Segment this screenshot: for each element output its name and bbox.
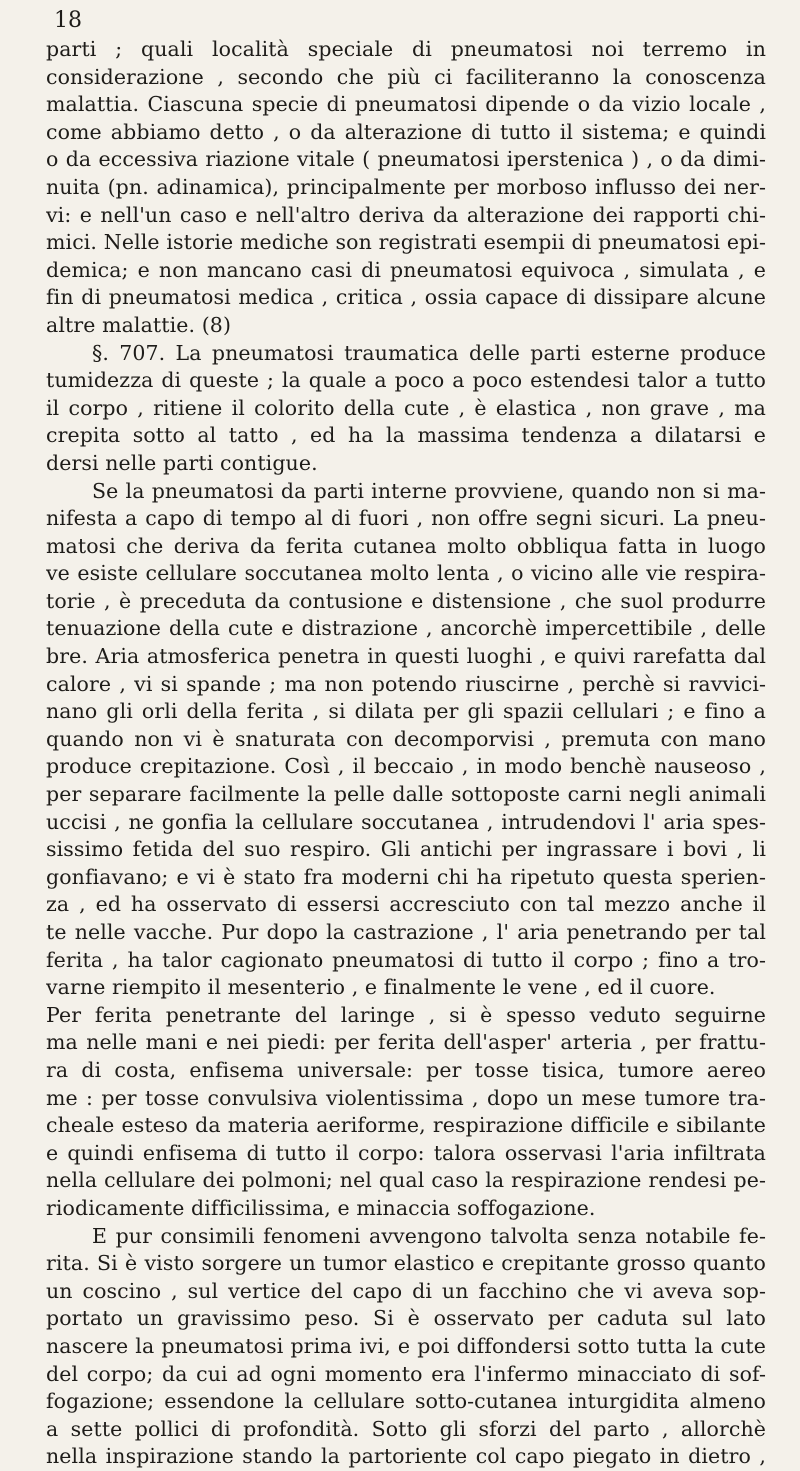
- text-line: sissimo fetida del suo respiro. Gli antichi per ingrassare i bovi , li: [46, 837, 766, 862]
- text-line: nano gli orli della ferita , si dilata per gli spazii cellulari ; e fino a: [46, 699, 766, 724]
- text-line: uccisi , ne gonfia la cellulare soccutanea , intrudendovi l' aria spes-: [46, 809, 766, 834]
- text-line: il corpo , ritiene il colorito della cute , è elastica , non grave , ma: [46, 395, 766, 420]
- text-line: quando non vi è snaturata con decomporvisi , premuta con mano: [46, 726, 766, 751]
- body-text: [46, 36, 766, 1471]
- text-line: cheale esteso da materia aeriforme, respirazione difficile e sibilante: [46, 1113, 766, 1138]
- text-line: za , ed ha osservato di essersi accresciuto con tal mezzo anche il: [46, 892, 766, 917]
- text-line: nuita (pn. adinamica), principalmente per morboso influsso dei ner-: [46, 174, 766, 199]
- text-line: calore , vi si spande ; ma non potendo riuscirne , perchè si ravvici-: [46, 671, 766, 696]
- text-line: tumidezza di queste ; la quale a poco a poco estendesi talor a tutto: [46, 368, 766, 393]
- text-line: ma nelle mani e nei piedi: per ferita dell'asper' arteria , per frattu-: [46, 1030, 766, 1055]
- text-line: altre malattie. (8): [46, 312, 232, 337]
- text-line: come abbiamo detto , o da alterazione di tutto il sistema; e quindi: [46, 119, 766, 144]
- text-line: tenuazione della cute e distrazione , ancorchè impercettibile , delle: [46, 616, 766, 641]
- text-line: un coscino , sul vertice del capo di un facchino che vi aveva sop-: [46, 1278, 766, 1303]
- text-line: Se la pneumatosi da parti interne provviene, quando non si ma-: [92, 478, 766, 503]
- text-line: del corpo; da cui ad ogni momento era l'infermo minacciato di sof-: [46, 1361, 766, 1386]
- text-line: demica; e non mancano casi di pneumatosi equivoca , simulata , e: [46, 257, 766, 282]
- text-line: fin di pneumatosi medica , critica , ossia capace di dissipare alcune: [46, 285, 766, 310]
- text-line: nella cellulare dei polmoni; nel qual caso la respirazione rendesi pe-: [46, 1168, 766, 1193]
- text-line: vi: e nell'un caso e nell'altro deriva da alterazione dei rapporti chi-: [46, 202, 766, 227]
- text-line: nifesta a capo di tempo al di fuori , non offre segni sicuri. La pneu-: [46, 506, 766, 531]
- text-line: a sette pollici di profondità. Sotto gli sforzi del parto , allorchè: [46, 1416, 766, 1441]
- text-line: varne riempito il mesenterio , e finalmente le vene , ed il cuore.: [46, 975, 716, 1000]
- text-line: dersi nelle parti contigue.: [46, 450, 318, 475]
- text-line: portato un gravissimo peso. Si è osservato per caduta sul lato: [46, 1306, 766, 1331]
- text-line: produce crepitazione. Così , il beccaio , in modo benchè nauseoso ,: [46, 754, 766, 779]
- text-line: riodicamente difficilissima, e minaccia soffogazione.: [46, 1195, 596, 1220]
- text-line: me : per tosse convulsiva violentissima , dopo un mese tumore tra-: [46, 1085, 766, 1110]
- text-line: o da eccessiva riazione vitale ( pneumatosi iperstenica ) , o da dimi-: [46, 147, 766, 172]
- text-line: parti ; quali località speciale di pneumatosi noi terremo in: [46, 37, 766, 61]
- text-line: per separare facilmente la pelle dalle sottoposte carni negli animali: [46, 782, 766, 807]
- text-line: Per ferita penetrante del laringe , si è spesso veduto seguirne: [46, 1002, 766, 1027]
- text-line: torie , è preceduta da contusione e distensione , che suol produrre: [46, 588, 766, 613]
- text-line: te nelle vacche. Pur dopo la castrazione , l' aria penetrando per tal: [46, 920, 766, 944]
- text-line: crepita sotto al tatto , ed ha la massima tendenza a dilatarsi e: [46, 423, 766, 448]
- text-line: considerazione , secondo che più ci faciliteranno la conoscenza: [46, 64, 766, 89]
- text-line: E pur consimili fenomeni avvengono talvolta senza notabile fe-: [92, 1223, 766, 1248]
- text-line: ve esiste cellulare soccutanea molto lenta , o vicino alle vie respira-: [46, 561, 766, 586]
- text-line: gonfiavano; e vi è stato fra moderni chi ha ripetuto questa sperien-: [46, 864, 766, 889]
- text-line: mici. Nelle istorie mediche son registrati esempii di pneumatosi epi-: [46, 230, 766, 255]
- text-line: nascere la pneumatosi prima ivi, e poi diffondersi sotto tutta la cute: [46, 1333, 766, 1358]
- text-line: rita. Si è visto sorgere un tumor elastico e crepitante grosso quanto: [46, 1251, 766, 1276]
- text-line: ra di costa, enfisema universale: per tosse tisica, tumore aereo: [46, 1057, 766, 1082]
- text-line: bre. Aria atmosferica penetra in questi luoghi , e quivi rarefatta dal: [46, 644, 766, 669]
- text-line: fogazione; essendone la cellulare sotto-cutanea inturgidita almeno: [46, 1389, 766, 1414]
- text-line: matosi che deriva da ferita cutanea molto obbliqua fatta in luogo: [46, 533, 766, 558]
- page-number: 18: [54, 8, 82, 33]
- text-line: nella inspirazione stando la partoriente col capo piegato in dietro ,: [46, 1444, 766, 1469]
- text-line: §. 707. La pneumatosi traumatica delle parti esterne produce: [92, 340, 766, 365]
- text-line: malattia. Ciascuna specie di pneumatosi dipende o da vizio locale ,: [46, 92, 766, 117]
- text-line: e quindi enfisema di tutto il corpo: talora osservasi l'aria infiltrata: [46, 1140, 766, 1165]
- text-line: ferita , ha talor cagionato pneumatosi di tutto il corpo ; fino a tro-: [46, 947, 766, 972]
